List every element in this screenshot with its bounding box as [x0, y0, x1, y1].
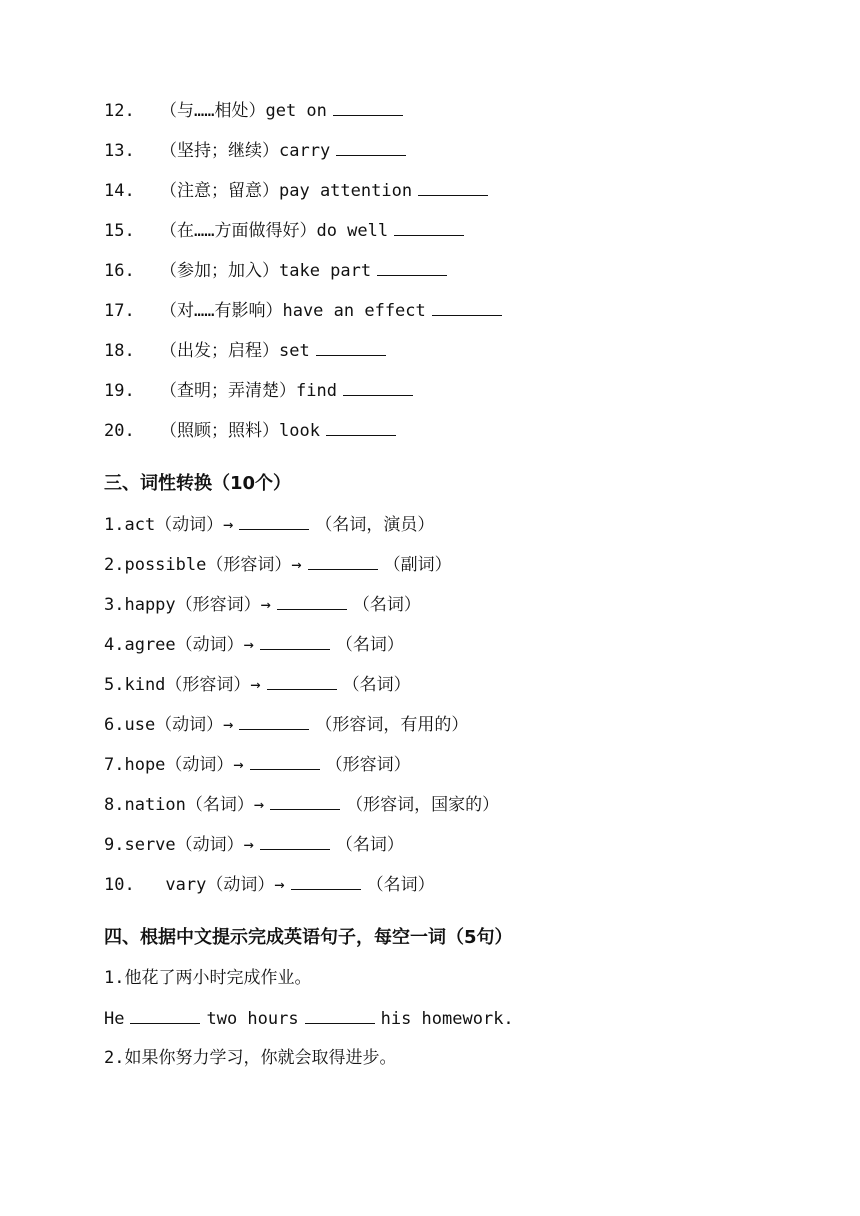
spacer [104, 460, 824, 474]
word-form-item [104, 634, 824, 674]
word-form-item [104, 554, 824, 594]
sentence-answer-line [104, 1008, 824, 1048]
item-text: （照顾；照料）look [160, 421, 320, 441]
word-form-item [104, 594, 824, 634]
word-form-item [104, 834, 824, 874]
answer-blank [277, 594, 347, 610]
item-number: 18. [104, 341, 135, 361]
answer-blank [130, 1008, 200, 1024]
word-form-item [104, 794, 824, 834]
item-text: （对……有影响）have an effect [160, 301, 426, 321]
item-text: 2.possible（形容词）→ [104, 555, 302, 575]
answer-blank [418, 180, 488, 196]
section-heading: 三、词性转换（10个） [104, 473, 292, 494]
answer-blank [333, 100, 403, 116]
item-number: 14. [104, 181, 135, 201]
item-text: （坚持；继续）carry [160, 141, 331, 161]
answer-blank [239, 714, 309, 730]
item-text: 8.nation（名词）→ [104, 795, 265, 815]
answer-blank [308, 554, 378, 570]
phrase-item [104, 260, 824, 300]
item-text: （在……方面做得好）do well [160, 221, 389, 241]
section-heading: 四、根据中文提示完成英语句子，每空一词（5句） [104, 927, 513, 948]
word-form-item [104, 514, 824, 554]
item-hint: （名词，演员） [315, 515, 435, 535]
answer-blank [270, 794, 340, 810]
sentence-part: two hours [206, 1009, 299, 1029]
item-text: 9.serve（动词）→ [104, 835, 254, 855]
answer-blank [291, 874, 361, 890]
sentence-part: his homework. [380, 1009, 514, 1029]
answer-blank [260, 634, 330, 650]
word-form-item [104, 874, 824, 914]
answer-blank [432, 300, 502, 316]
item-number: 17. [104, 301, 135, 321]
answer-blank [343, 380, 413, 396]
phrase-item [104, 180, 824, 220]
item-hint: （名词） [366, 875, 435, 895]
answer-blank [239, 514, 309, 530]
item-number: 12. [104, 101, 135, 121]
item-number: 19. [104, 381, 135, 401]
item-text: 6.use（动词）→ [104, 715, 234, 735]
item-text: 5.kind（形容词）→ [104, 675, 261, 695]
phrase-item [104, 140, 824, 180]
item-hint: （形容词，国家的） [346, 795, 500, 815]
item-hint: （形容词） [325, 755, 411, 775]
item-text: 10. vary（动词）→ [104, 875, 285, 895]
phrase-item [104, 420, 824, 460]
word-form-item [104, 714, 824, 754]
phrase-item [104, 340, 824, 380]
item-text: （与……相处）get on [160, 101, 327, 121]
answer-blank [250, 754, 320, 770]
sentence-part: He [104, 1009, 125, 1029]
sentence-list [104, 968, 824, 1088]
item-hint: （名词） [342, 675, 411, 695]
word-form-item [104, 754, 824, 794]
phrase-item [104, 380, 824, 420]
answer-blank [260, 834, 330, 850]
item-text: 7.hope（动词）→ [104, 755, 244, 775]
phrase-item [104, 220, 824, 260]
worksheet-page [104, 100, 824, 1088]
phrase-item [104, 300, 824, 340]
item-number: 20. [104, 421, 135, 441]
answer-blank [267, 674, 337, 690]
answer-blank [336, 140, 406, 156]
item-number: 13. [104, 141, 135, 161]
item-text: （出发；启程）set [160, 341, 310, 361]
word-form-item [104, 674, 824, 714]
item-text: 1.act（动词）→ [104, 515, 234, 535]
item-hint: （名词） [335, 635, 404, 655]
answer-blank [326, 420, 396, 436]
answer-blank [316, 340, 386, 356]
item-text: 4.agree（动词）→ [104, 635, 254, 655]
item-text: 3.happy（形容词）→ [104, 595, 271, 615]
item-hint: （名词） [352, 595, 421, 615]
phrase-list [104, 100, 824, 460]
item-number: 15. [104, 221, 135, 241]
answer-blank [377, 260, 447, 276]
phrase-item [104, 100, 824, 140]
spacer [104, 914, 824, 928]
item-text: （查明；弄清楚）find [160, 381, 337, 401]
item-hint: （形容词，有用的） [315, 715, 469, 735]
item-text: （参加；加入）take part [160, 261, 372, 281]
sentence-prompt: 2.如果你努力学习，你就会取得进步。 [104, 1048, 397, 1068]
answer-blank [305, 1008, 375, 1024]
item-number: 16. [104, 261, 135, 281]
word-form-list [104, 514, 824, 914]
sentence-prompt: 1.他花了两小时完成作业。 [104, 968, 312, 988]
item-text: （注意；留意）pay attention [160, 181, 413, 201]
answer-blank [394, 220, 464, 236]
item-hint: （副词） [383, 555, 452, 575]
item-hint: （名词） [335, 835, 404, 855]
